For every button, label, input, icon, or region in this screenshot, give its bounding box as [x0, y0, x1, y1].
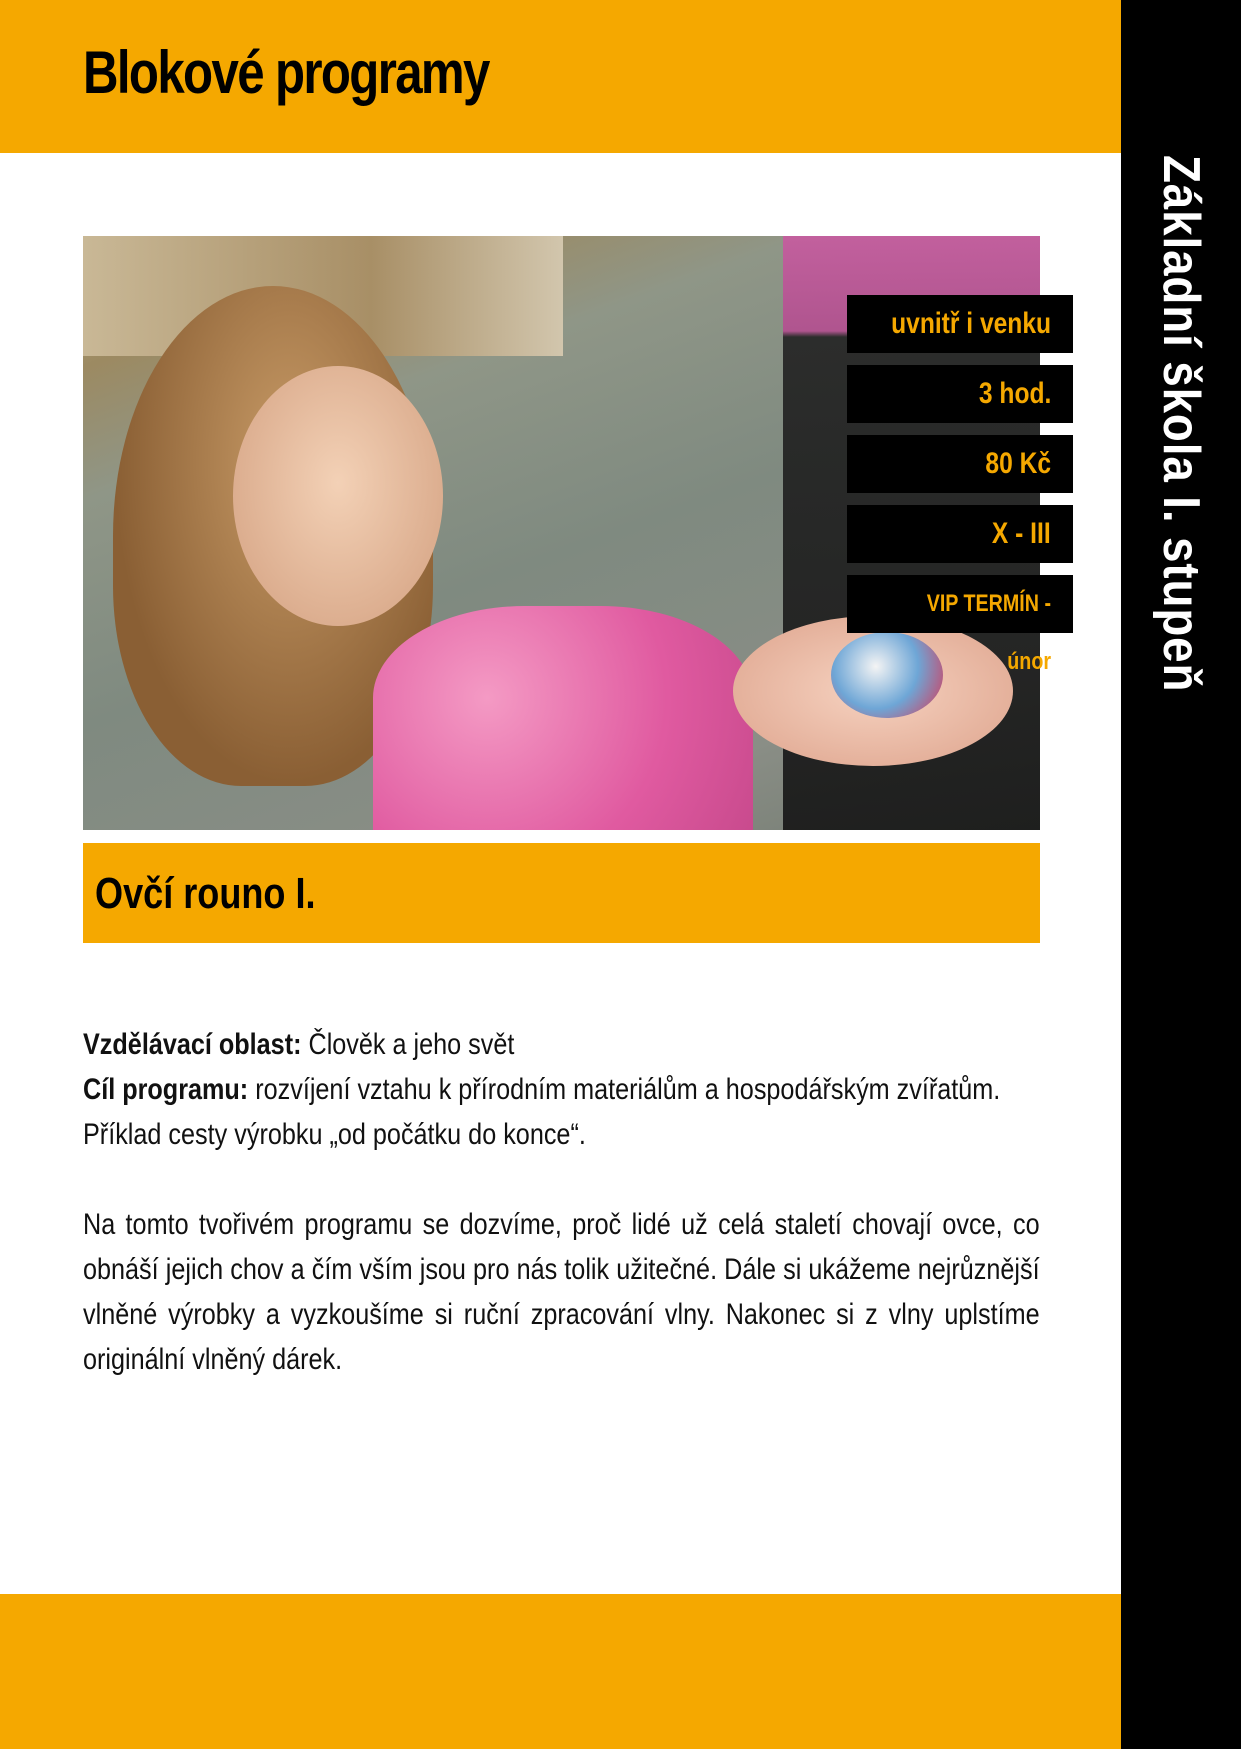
- goal-line-2: Příklad cesty výrobku „od počátku do konce“.: [83, 1118, 586, 1151]
- photo-girl-face: [233, 366, 443, 626]
- description-line-3: vlněné výrobky a vyzkoušíme si ruční zpracování vlny. Nakonec si z vlny uplstíme: [83, 1298, 1040, 1331]
- program-description: [83, 1022, 1040, 1382]
- area-label: Vzdělávací oblast:: [83, 1028, 302, 1061]
- area-value: Člověk a jeho svět: [301, 1028, 515, 1061]
- footer-bar: [0, 1594, 1121, 1749]
- description-line-4: originální vlněný dárek.: [83, 1343, 343, 1376]
- header-bar: [0, 0, 1121, 153]
- page-title: Blokové programy: [83, 39, 489, 106]
- tag-months: X - III: [847, 505, 1073, 563]
- description-line-2: obnáší jejich chov a čím vším jsou pro nás tolik užitečné. Dále si ukážeme nejrůznější: [83, 1253, 1040, 1286]
- tag-vip-term: VIP TERMÍN - únor: [847, 575, 1073, 633]
- area-line: [83, 1022, 1040, 1067]
- goal-line: [83, 1067, 1040, 1112]
- photo-girl-shirt: [373, 606, 753, 830]
- tag-price: 80 Kč: [847, 435, 1073, 493]
- goal-label: Cíl programu:: [83, 1073, 249, 1106]
- side-title: Základní škola I. stupeň: [1152, 155, 1210, 693]
- program-name: Ovčí rouno I.: [95, 869, 316, 918]
- program-name-bar: [83, 843, 1040, 943]
- tag-location: uvnitř i venku: [847, 295, 1073, 353]
- tag-duration: 3 hod.: [847, 365, 1073, 423]
- description-line-1: Na tomto tvořivém programu se dozvíme, proč lidé už celá staletí chovají ovce, co: [83, 1208, 1040, 1241]
- goal-value: rozvíjení vztahu k přírodním materiálům a hospodářským zvířatům.: [248, 1073, 1001, 1106]
